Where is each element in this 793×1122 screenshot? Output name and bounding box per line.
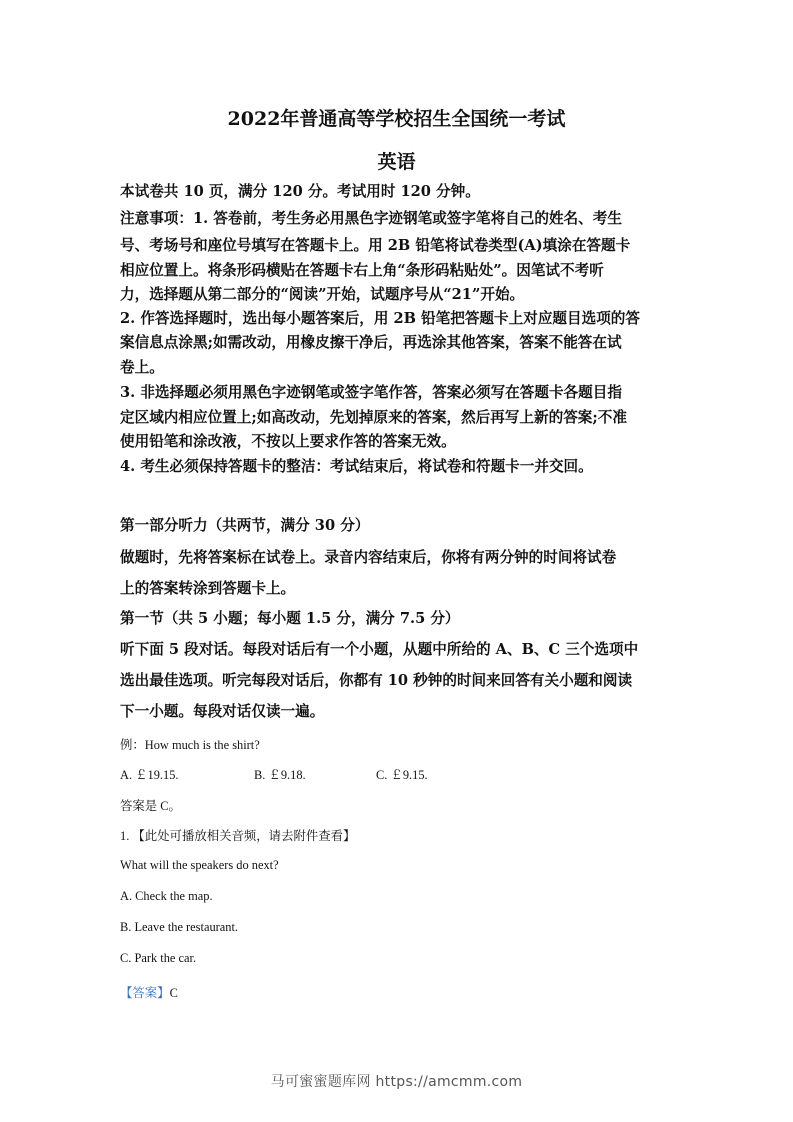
- notes-line: 卷上。: [120, 359, 164, 376]
- section1-heading: 第一节（共 5 小题；每小题 1.5 分，满分 7.5 分）: [120, 610, 460, 627]
- notes-line: 使用铅笔和涂改液，不按以上要求作答的答案无效。: [120, 433, 456, 450]
- notes-line: 注意事项：1. 答卷前，考生务必用黑色字迹钢笔或签字笔将自己的姓名、考生: [120, 210, 622, 227]
- page-footer: 马可蜜蜜题库网 https://amcmm.com: [270, 1074, 523, 1090]
- example-question: 例：How much is the shirt?: [120, 738, 260, 752]
- answer-value: C: [169, 986, 178, 1000]
- notes-line: 相应位置上。将条形码横贴在答题卡右上角“条形码粘贴处”。因笔试不考听: [120, 262, 604, 279]
- example-answer: 答案是 C。: [120, 799, 181, 813]
- notes-line: 2. 作答选择题时，选出每小题答案后，用 2B 铅笔把答题卡上对应题目选项的答: [120, 310, 640, 327]
- subject-title: 英语: [377, 151, 416, 173]
- answer-tag: 【答案】: [120, 986, 170, 1000]
- example-option-a: A. ￡19.15.: [120, 768, 179, 782]
- section1-instruction: 听下面 5 段对话。每段对话后有一个小题，从题中所给的 A、B、C 三个选项中: [120, 641, 639, 658]
- question-1-label: 1. 【此处可播放相关音频，请去附件查看】: [120, 829, 356, 843]
- question-1-prompt: What will the speakers do next?: [120, 858, 279, 872]
- notes-line: 号、考场号和座位号填写在答题卡上。用 2B 铅笔将试卷类型(A)填涂在答题卡: [120, 237, 631, 254]
- notes-line: 定区域内相应位置上;如高改动，先划掉原来的答案，然后再写上新的答案;不准: [120, 409, 627, 426]
- question-1-answer: [120, 983, 178, 1001]
- intro-line: 本试卷共 10 页，满分 120 分。考试用时 120 分钟。: [120, 183, 480, 200]
- notes-line: 3. 非选择题必须用黑色字迹钢笔或签字笔作答，答案必须写在答题卡各题目指: [120, 384, 622, 401]
- section1-instruction: 选出最佳选项。听完每段对话后，你都有 10 秒钟的时间来回答有关小题和阅读: [120, 672, 633, 689]
- part1-instruction: 上的答案转涂到答题卡上。: [120, 580, 296, 597]
- notes-line: 力，选择题从第二部分的“阅读”开始，试题序号从“21”开始。: [120, 286, 525, 303]
- question-1-option-a: A. Check the map.: [120, 889, 213, 903]
- section1-instruction: 下一小题。每段对话仅读一遍。: [120, 703, 325, 720]
- question-1-option-b: B. Leave the restaurant.: [120, 920, 239, 934]
- question-1-option-c: C. Park the car.: [120, 951, 197, 965]
- example-option-b: B. ￡9.18.: [254, 768, 306, 782]
- exam-title: 2022年普通高等学校招生全国统一考试: [227, 108, 566, 130]
- example-option-c: C. ￡9.15.: [376, 768, 428, 782]
- part1-heading: 第一部分听力（共两节，满分 30 分）: [120, 517, 370, 534]
- notes-line: 案信息点涂黑;如需改动，用橡皮擦干净后，再选涂其他答案，答案不能答在试: [120, 334, 622, 351]
- part1-instruction: 做题时，先将答案标在试卷上。录音内容结束后，你将有两分钟的时间将试卷: [120, 549, 617, 566]
- notes-line: 4. 考生必须保持答题卡的整洁：考试结束后，将试卷和符题卡一并交回。: [120, 458, 593, 475]
